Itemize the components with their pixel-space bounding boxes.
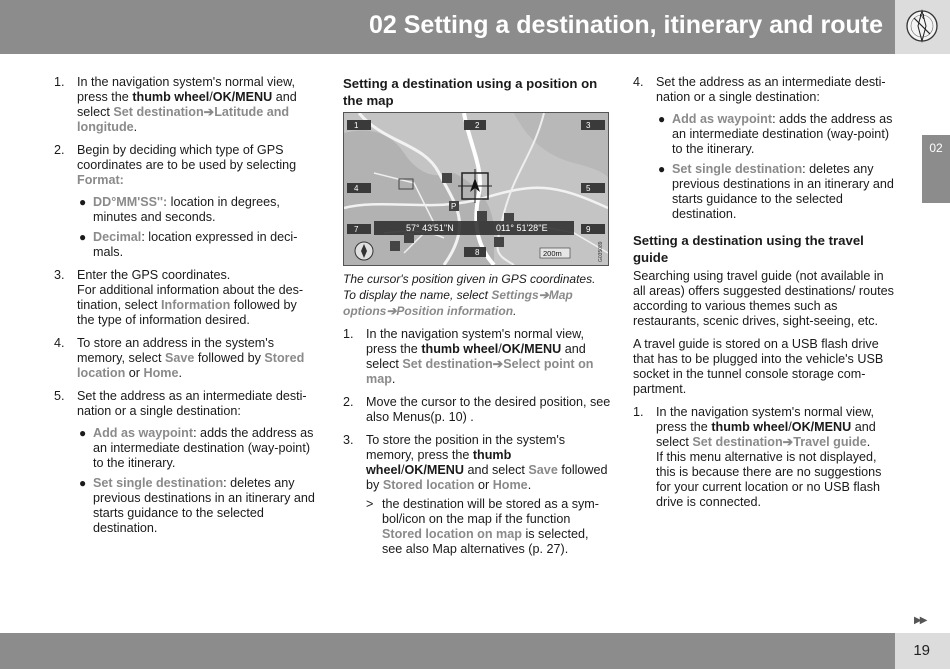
- text: the destination will be stored as a sym-bol/icon on the map if the function: [382, 497, 599, 526]
- map-illustration: [344, 113, 608, 265]
- menu-path: Set destination: [692, 435, 783, 449]
- page-number-box: [895, 633, 950, 669]
- text: : adds the address as an intermediate destination (way-point) to the itinerary.: [93, 426, 314, 470]
- bullet-item: [656, 162, 896, 222]
- bullet-item: [77, 476, 316, 536]
- menu-path: Stored location: [77, 351, 305, 380]
- paragraph: A travel guide is stored on a USB flash drive that has to be plugged into the vehicle's USB socket in the tunnel console storage com-partment.: [633, 337, 884, 396]
- next-page-arrows-icon: ▶▶: [914, 615, 926, 626]
- arrow-right-icon: ➔: [203, 105, 215, 119]
- text: and select: [656, 420, 876, 449]
- control-name: thumb wheel: [711, 420, 789, 434]
- text: .: [391, 372, 396, 386]
- menu-path: Stored location: [382, 478, 475, 492]
- menu-path: Set destination: [402, 357, 493, 371]
- text: Enter the GPS coordinates.: [77, 268, 231, 282]
- text: followed by the type of information desired.: [77, 298, 297, 327]
- control-name: OK/MENU: [212, 90, 273, 104]
- menu-path: Latitude and longitude: [77, 105, 290, 134]
- control-name: OK/MENU: [501, 342, 562, 356]
- page-title: 02 Setting a destination, itinerary and route: [369, 11, 883, 39]
- step-number: 4.: [633, 75, 644, 89]
- bullet-icon: ●: [79, 476, 87, 490]
- menu-path: Travel guide: [793, 435, 867, 449]
- menu-path: Set single destination: [672, 162, 803, 176]
- menu-path: Set single destination: [93, 476, 224, 490]
- menu-path: Save: [528, 463, 558, 477]
- svg-text:N: N: [919, 14, 925, 21]
- text: To store the position in the system's memory, press the: [366, 433, 566, 462]
- arrow-right-icon: ➔: [492, 357, 504, 371]
- bullet-icon: ●: [658, 112, 666, 126]
- map-poi-label: P: [451, 202, 457, 211]
- column-3: [633, 75, 896, 518]
- text: followed by: [194, 351, 265, 365]
- arrow-right-icon: ➔: [782, 435, 794, 449]
- map-corner-label: 9: [586, 225, 591, 234]
- text: The cursor's position given in GPS coordinates. To display the name, select: [343, 272, 596, 302]
- compass-icon: [895, 0, 950, 54]
- text: /: [401, 463, 405, 477]
- text: In the navigation system's normal view, press the: [656, 405, 874, 434]
- control-name: thumb wheel: [421, 342, 499, 356]
- map-corner-label: 3: [586, 121, 591, 130]
- text: .: [513, 304, 517, 318]
- text: and select: [366, 342, 586, 371]
- menu-path: Set destination: [113, 105, 204, 119]
- result-marker: >: [366, 497, 374, 511]
- bullet-icon: ●: [79, 195, 87, 209]
- arrow-right-icon: ➔: [538, 288, 549, 302]
- bullet-item: [656, 112, 896, 157]
- menu-path: DD°MM'SS'':: [93, 195, 168, 209]
- map-caption: [343, 271, 611, 319]
- text: To store an address in the system's memory, select: [77, 336, 274, 365]
- bullet-icon: ●: [658, 162, 666, 176]
- step-1: [343, 327, 611, 387]
- step-1: [54, 75, 316, 135]
- menu-path: Decimal: [93, 230, 142, 244]
- bullet-icon: ●: [79, 230, 87, 244]
- step-number: 2.: [343, 395, 354, 409]
- page-footer: [0, 633, 895, 669]
- text: /: [788, 420, 792, 434]
- text: In the navigation system's normal view, press the: [366, 327, 584, 356]
- text: : deletes any previous destinations in an itinerary and starts guidance to the selected destination.: [93, 476, 315, 535]
- text: : adds the address as an intermediate destination (way-point) to the itinerary.: [672, 112, 893, 156]
- map-corner-label: 8: [475, 248, 480, 257]
- step-5: [54, 389, 316, 536]
- text: In the navigation system's normal view, press the: [77, 75, 295, 104]
- map-screenshot: [343, 112, 609, 266]
- arrow-right-icon: ➔: [386, 304, 397, 318]
- section-heading: Setting a destination using a position on the map: [343, 76, 598, 108]
- step-number: 1.: [54, 75, 65, 89]
- note-text: If this menu alternative is not displayed, this is because there are no suggestions for your current location or no USB flash drive is connected.: [656, 450, 882, 509]
- image-code: G035089: [598, 241, 604, 262]
- menu-path: Add as waypoint: [672, 112, 773, 126]
- map-corner-label: 7: [354, 225, 359, 234]
- bullet-icon: ●: [79, 426, 87, 440]
- step-number: 2.: [54, 143, 65, 157]
- map-corner-label: 5: [586, 184, 591, 193]
- menu-path: Map options: [343, 288, 573, 318]
- control-name: thumb wheel: [132, 90, 210, 104]
- menu-path: Home: [143, 366, 179, 380]
- step-1: [633, 405, 896, 510]
- step-3: [54, 268, 316, 328]
- text: : location expressed in deci-mals.: [93, 230, 298, 259]
- text: .: [866, 435, 871, 449]
- menu-path: Home: [492, 478, 528, 492]
- menu-path: Save: [164, 351, 195, 365]
- text: Set the address as an intermediate desti-nation or a single destination:: [77, 389, 307, 418]
- step-number: 1.: [633, 405, 644, 419]
- text: and select: [463, 463, 529, 477]
- step-number: 3.: [54, 268, 65, 282]
- step-2: [343, 395, 611, 425]
- text: followed by: [366, 463, 608, 492]
- text: is selected, see also Map alternatives (p. 27).: [382, 527, 589, 556]
- map-corner-label: 1: [354, 121, 359, 130]
- section-heading: Setting a destination using the travel guide: [633, 233, 864, 265]
- result-line: [366, 497, 611, 557]
- menu-path: Information: [161, 298, 231, 312]
- step-2: [54, 143, 316, 260]
- text: /: [498, 342, 502, 356]
- text: .: [133, 120, 138, 134]
- compass-box: [895, 0, 950, 54]
- text: or: [125, 366, 144, 380]
- menu-path: Format:: [77, 173, 124, 187]
- step-number: 3.: [343, 433, 354, 447]
- bullet-item: [77, 230, 316, 260]
- text: Begin by deciding which type of GPS coordinates are to be used by selecting: [77, 143, 297, 172]
- step-4: [54, 336, 316, 381]
- text: Set the address as an intermediate desti-nation or a single destination:: [656, 75, 886, 104]
- paragraph: Searching using travel guide (not available in all areas) offers suggested destinations/ routes according to various themes such as restaurants, scenic drives, sight-seeing, etc.: [633, 269, 894, 328]
- map-latitude: 57° 43'51''N: [406, 223, 454, 233]
- step-number: 4.: [54, 336, 65, 350]
- control-name: OK/MENU: [791, 420, 852, 434]
- text: .: [178, 366, 182, 380]
- map-scale: 200m: [543, 249, 562, 258]
- control-name: OK/MENU: [404, 463, 464, 477]
- control-name: thumb wheel: [366, 448, 512, 477]
- map-corner-label: 2: [475, 121, 480, 130]
- column-1: [54, 75, 316, 544]
- step-number: 1.: [343, 327, 354, 341]
- menu-path: Stored location on map: [382, 527, 522, 541]
- text: or: [474, 478, 493, 492]
- menu-path: Settings: [491, 288, 539, 302]
- column-2: [343, 75, 611, 565]
- chapter-tab: 02: [922, 135, 950, 203]
- map-longitude: 011° 51'28''E: [496, 223, 548, 233]
- text: .: [527, 478, 532, 492]
- page-header: [0, 0, 895, 54]
- text: For additional information about the des-tination, select: [77, 283, 304, 312]
- step-number: 5.: [54, 389, 65, 403]
- text: location in degrees, minutes and seconds.: [93, 195, 280, 224]
- menu-path: Select point on map: [366, 357, 594, 386]
- text: and select: [77, 90, 297, 119]
- bullet-item: [77, 195, 316, 225]
- text: Move the cursor to the desired position, see also Menus(p. 10) .: [366, 395, 611, 424]
- bullet-item: [77, 426, 316, 471]
- menu-path: Add as waypoint: [93, 426, 194, 440]
- step-4: [633, 75, 896, 222]
- text: : deletes any previous destinations in an itinerary and starts guidance to the selected destination.: [672, 162, 894, 221]
- map-corner-label: 4: [354, 184, 359, 193]
- step-3: [343, 433, 611, 557]
- menu-path: Position information: [396, 304, 514, 318]
- page-number: 19: [913, 642, 930, 659]
- text: /: [209, 90, 213, 104]
